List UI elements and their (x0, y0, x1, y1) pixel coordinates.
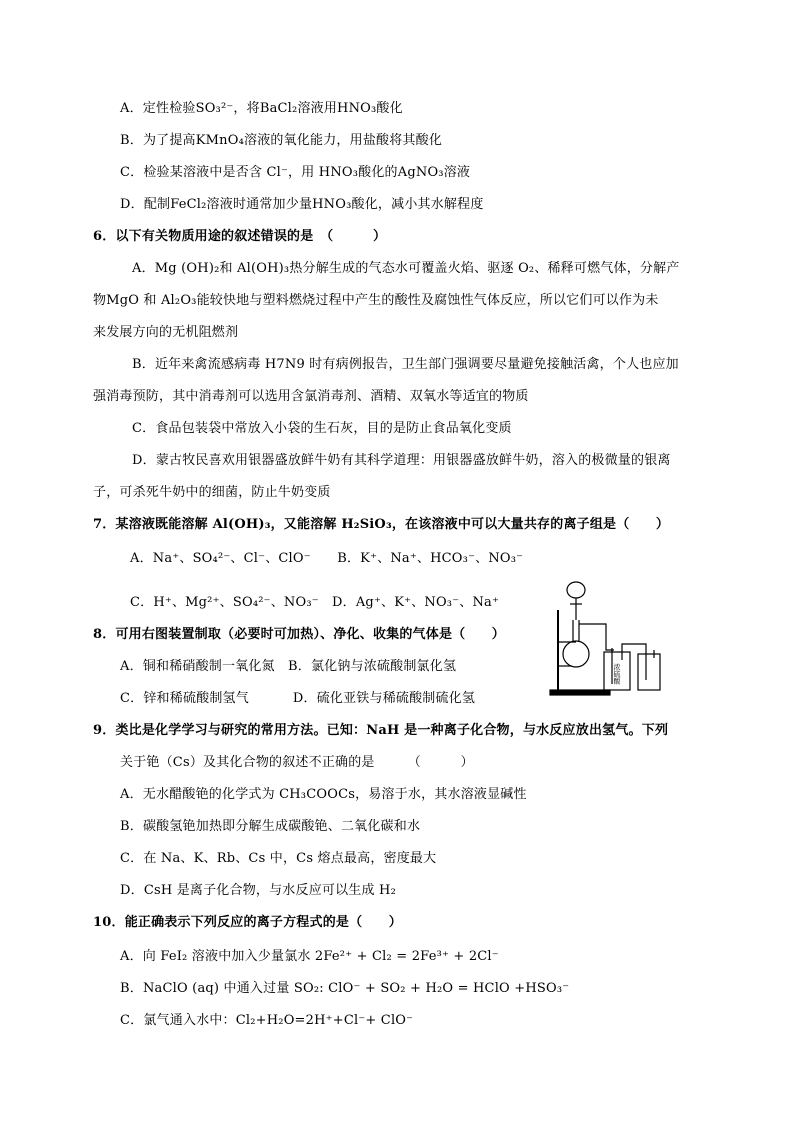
text-line: A．无水醋酸铯的化学式为 CH₃COOCs，易溶于水，其水溶液显碱性 (120, 787, 527, 802)
text-line: D．CsH 是离子化合物，与水反应可以生成 H₂ (120, 883, 396, 898)
text-line: A．Na⁺、SO₄²⁻、Cl⁻、ClO⁻ B．K⁺、Na⁺、HCO₃⁻、NO₃⁻ (130, 551, 524, 566)
text-line: C．检验某溶液中是否含 Cl⁻，用 HNO₃酸化的AgNO₃溶液 (120, 165, 471, 180)
bottle-label: 浓硫酸 (613, 663, 621, 685)
text-line: C．H⁺、Mg²⁺、SO₄²⁻、NO₃⁻ D．Ag⁺、K⁺、NO₃⁻、Na⁺ (130, 595, 500, 610)
text-line: 9．类比是化学学习与研究的常用方法。已知：NaH 是一种离子化合物，与水反应放出氢气。下列 (93, 723, 669, 738)
collection-bottle (638, 654, 660, 690)
separatory-funnel (567, 582, 585, 598)
text-line: D．蒙古牧民喜欢用银器盛放鲜牛奶有其科学道理：用银器盛放鲜牛奶，溶入的极微量的银离 (132, 453, 671, 468)
text-line: A．Mg (OH)₂和 Al(OH)₃热分解生成的气态水可覆盖火焰、驱逐 O₂、稀释可燃气体，分解产 (132, 261, 680, 276)
text-line: C．在 Na、K、Rb、Cs 中，Cs 熔点最高，密度最大 (120, 851, 437, 866)
text-line: C．氯气通入水中：Cl₂+H₂O=2H⁺+Cl⁻+ ClO⁻ (120, 1013, 414, 1028)
text-line: 7．某溶液既能溶解 Al(OH)₃，又能溶解 H₂SiO₃，在该溶液中可以大量共存的离子组是（ ） (93, 517, 670, 532)
text-line: B．为了提高KMnO₄溶液的氧化能力，用盐酸将其酸化 (120, 133, 443, 148)
gas-apparatus-figure (546, 580, 666, 702)
text-line: D．配制FeCl₂溶液时通常加少量HNO₃酸化，减小其水解程度 (120, 197, 484, 212)
text-line: A．向 FeI₂ 溶液中加入少量氯水 2Fe²⁺ + Cl₂ = 2Fe³⁺ + 2Cl⁻ (120, 949, 499, 964)
text-line: 关于铯（Cs）及其化合物的叙述不正确的是 （ ） (120, 755, 474, 770)
text-line: B．NaClO (aq) 中通入过量 SO₂: ClO⁻ + SO₂ + H₂O = HClO +HSO₃⁻ (120, 981, 570, 996)
text-line: 6．以下有关物质用途的叙述错误的是 （ ） (93, 229, 387, 244)
text-line: 10．能正确表示下列反应的离子方程式的是（ ） (93, 915, 402, 930)
stand-base (550, 690, 610, 695)
text-line: 强消毒预防，其中消毒剂可以选用含氯消毒剂、酒精、双氧水等适宜的物质 (93, 389, 529, 404)
text-line: B．近年来禽流感病毒 H7N9 时有病例报告，卫生部门强调要尽量避免接触活禽，个人也应加 (132, 357, 679, 372)
text-line: C．食品包装袋中常放入小袋的生石灰，目的是防止食品氧化变质 (132, 421, 512, 436)
text-line: C．锌和稀硫酸制氢气 D．硫化亚铁与稀硫酸制硫化氢 (120, 691, 476, 706)
text-line: 物MgO 和 Al₂O₃能较快地与塑料燃烧过程中产生的酸性及腐蚀性气体反应，所以它们可以作为未 (93, 293, 659, 308)
text-line: B．碳酸氢铯加热即分解生成碳酸铯、二氧化碳和水 (120, 819, 421, 834)
text-line: 8．可用右图装置制取（必要时可加热）、净化、收集的气体是（ ） (93, 627, 505, 642)
round-bottom-flask (563, 641, 589, 667)
text-line: A．铜和稀硝酸制一氧化氮 B．氯化钠与浓硫酸制氯化氢 (120, 659, 457, 674)
text-line: 子，可杀死牛奶中的细菌，防止牛奶变质 (93, 485, 331, 500)
text-line: 来发展方向的无机阻燃剂 (93, 325, 239, 340)
text-line: A．定性检验SO₃²⁻，将BaCl₂溶液用HNO₃酸化 (120, 101, 403, 116)
